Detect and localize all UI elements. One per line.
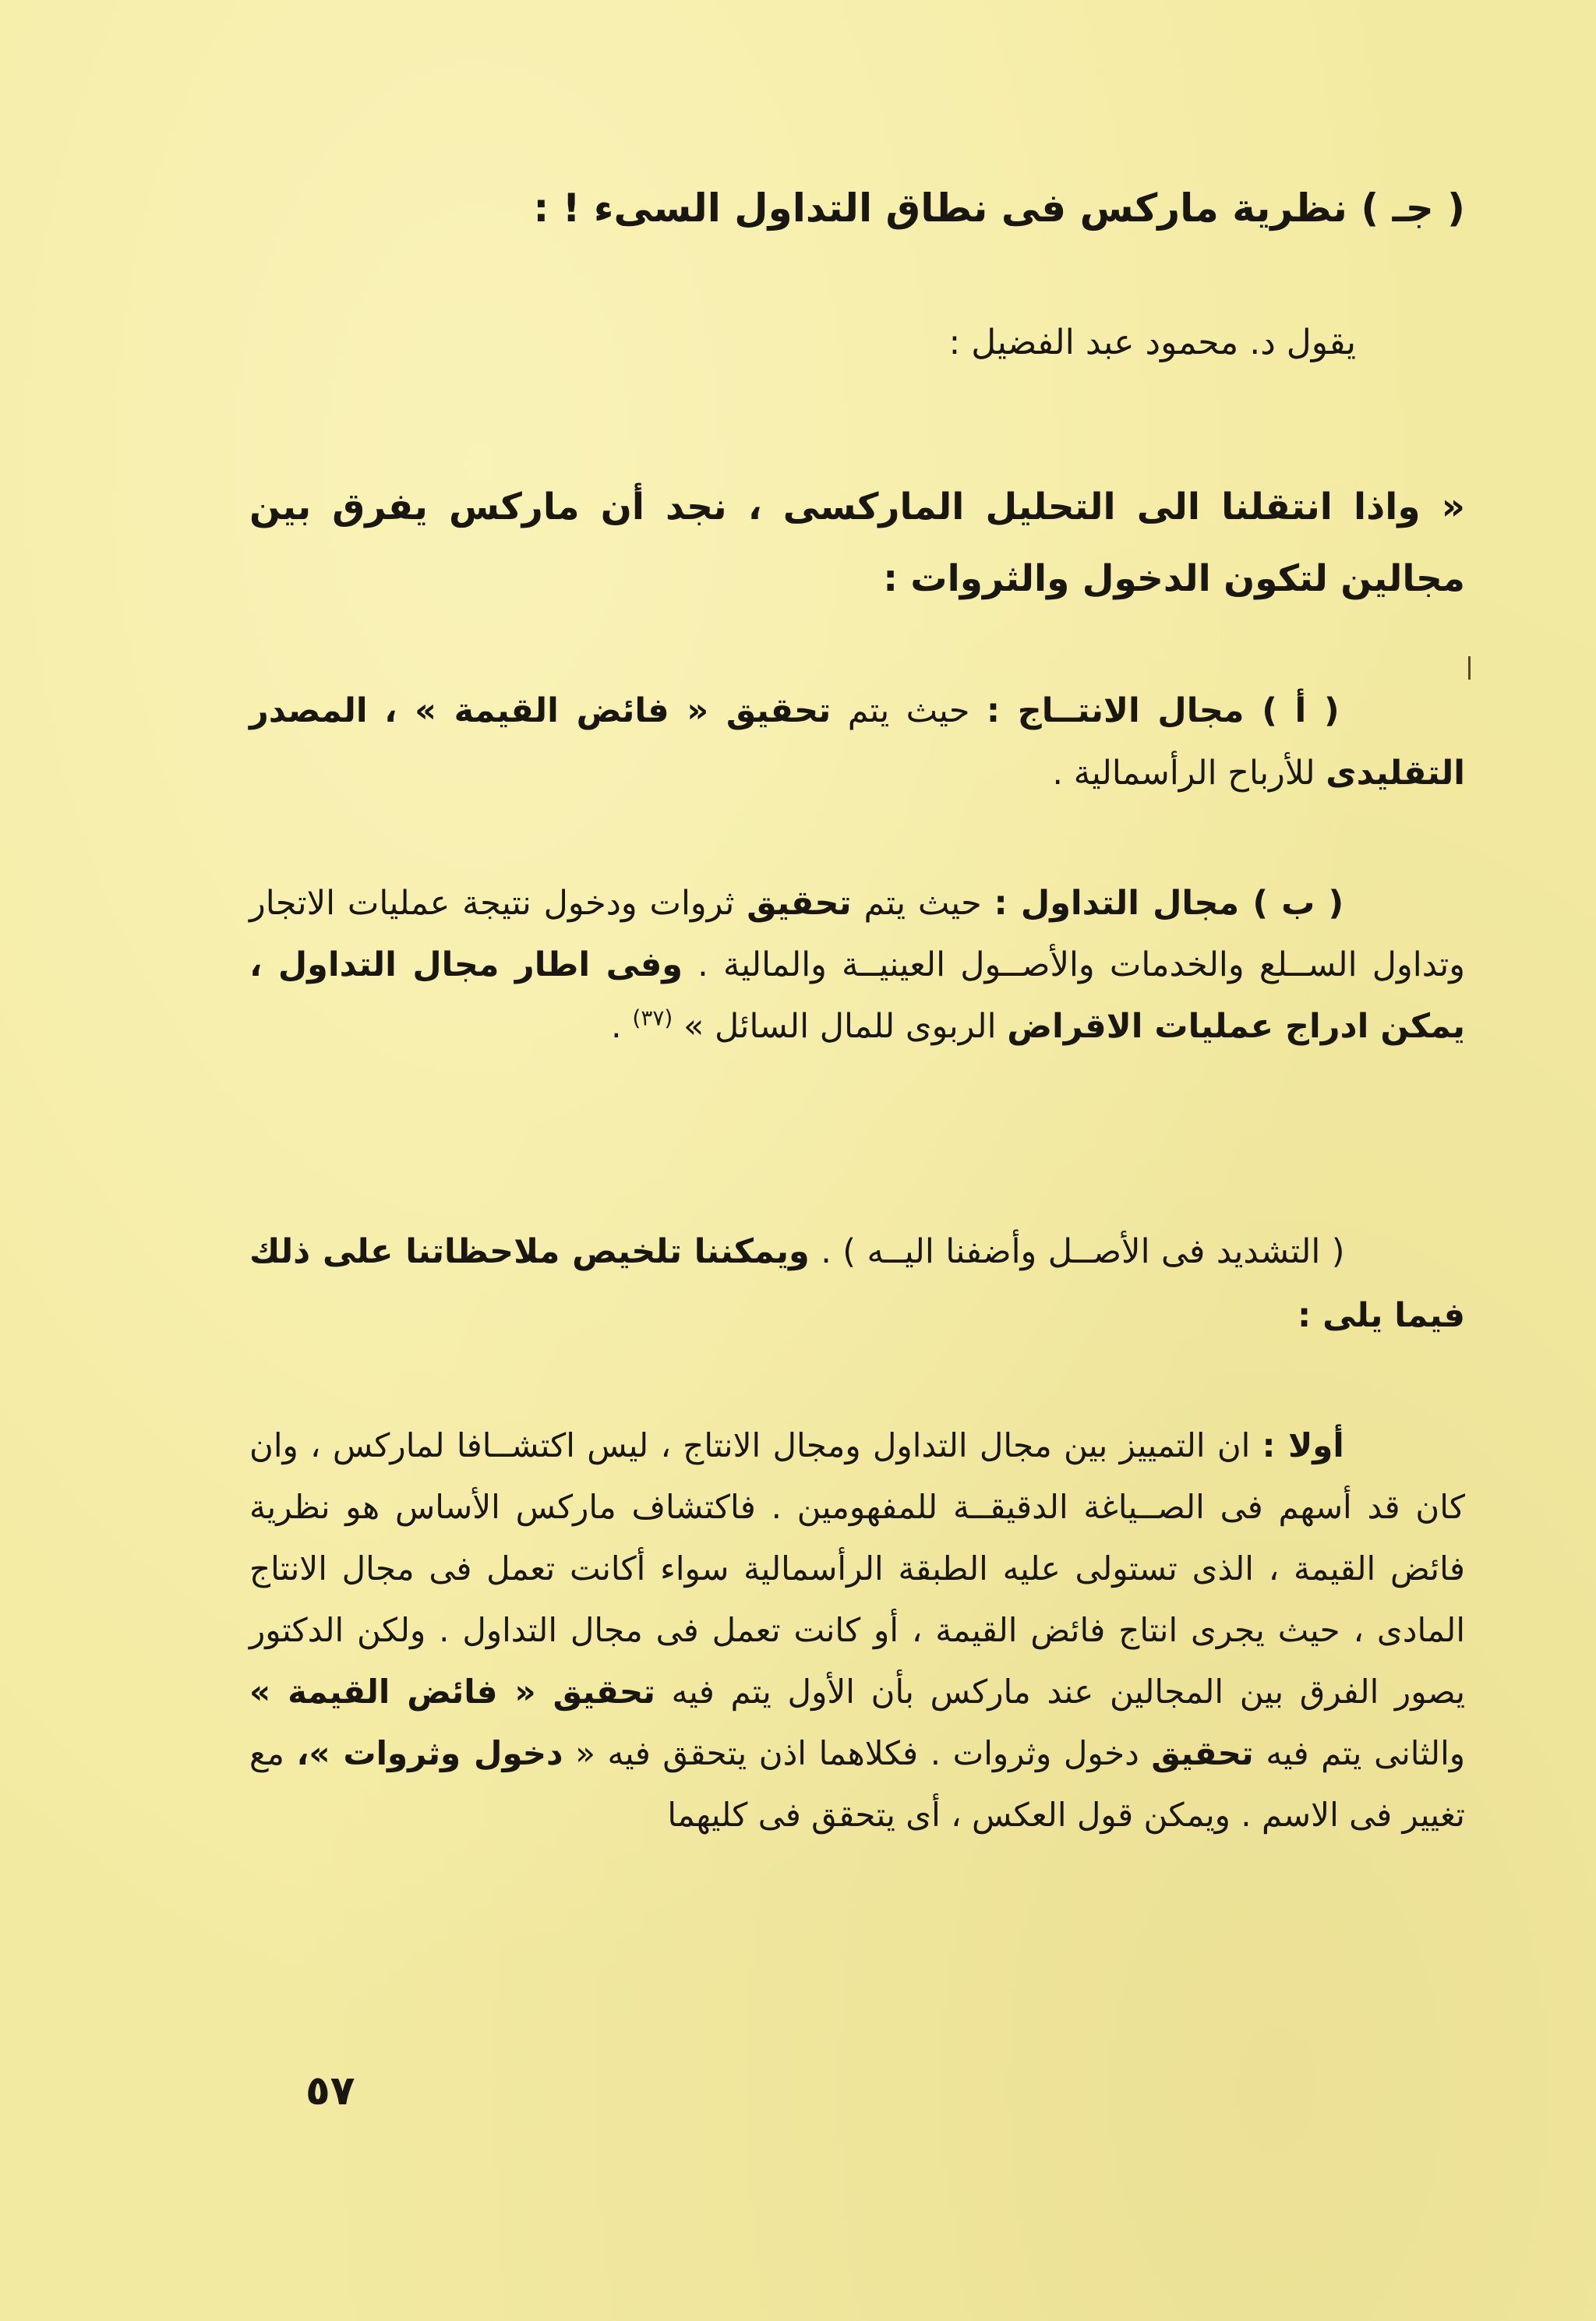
body-text-3: والثانى يتم فيه: [1266, 1734, 1466, 1772]
margin-mark: [1468, 656, 1471, 680]
item-a-text-1: حيث يتم: [847, 691, 970, 730]
page-number: ٥٧: [305, 2068, 355, 2114]
emphasis-paragraph: [249, 1220, 1465, 1348]
item-b-text-2: تحقيق: [747, 884, 852, 923]
body-text-1: ان التمييز بين مجال التداول ومجال الانتاج ، ليس اكتشــافا لماركس ، وان كان قد أسهم فى الصــياغة الدقيقــة للمفهومين . فاكتشاف ماركس الأساس هو نظرية فائض القيمة ، الذى تستولى عليه الطبقة الرأسمالية سواء أكانت تعمل فى مجال الانتاج المادى ، حيث يجرى انتاج فائض القيمة ، أو كانت تعمل فى مجال التداول . ولكن الدكتور يصور الفرق بين المجالين عند ماركس بأن الأول يتم فيه: [249, 1426, 1466, 1711]
item-a-paragraph: [249, 680, 1465, 804]
emphasis-text: ويمكننا تلخيص ملاحظاتنا على ذلك فيما يلى :: [249, 1232, 1465, 1335]
item-a-text-2: تحقيق « فائض القيمة » ،: [384, 691, 832, 730]
item-a-text-3: المصدر التقليدى: [249, 691, 1465, 793]
item-a-label: ( أ ) مجال الانتــاج :: [986, 691, 1340, 730]
intro-line: يقول د. محمود عبد الفضيل :: [948, 323, 1356, 362]
item-b-text-5: الربوى للمال السائل »: [683, 1007, 997, 1046]
section-heading: ( جـ ) نظرية ماركس فى نطاق التداول السىء ! :: [533, 185, 1465, 231]
item-b-label: ( ب ) مجال التداول :: [994, 884, 1344, 923]
item-a-text-4: للأرباح الرأسمالية .: [1052, 754, 1315, 793]
emphasis-note: ( التشديد فى الأصــل وأضفنا اليــه ) .: [821, 1232, 1345, 1271]
body-text-7: مع تغيير فى الاسم . ويمكن قول العكس ، أى يتحقق فى كليهما: [249, 1734, 1465, 1834]
item-b-text-3: ثروات ودخول نتيجة عمليات الاتجار وتداول الســلع والخدمات والأصــول العينيــة والمالية .: [249, 884, 1465, 984]
quote-paragraph: « واذا انتقلنا الى التحليل الماركسى ، نجد أن ماركس يفرق بين مجالين لتكون الدخول والثروات :: [249, 486, 1465, 600]
item-b-text-6: .: [611, 1007, 622, 1046]
item-b-paragraph: [249, 873, 1465, 1058]
book-page: [249, 0, 1465, 2321]
body-text-2: تحقيق « فائض القيمة »: [249, 1673, 655, 1711]
body-text-6: دخول وثروات »،: [296, 1734, 563, 1772]
body-text-5: دخول وثروات . فكلاهما اذن يتحقق فيه «: [575, 1734, 1139, 1772]
item-b-text-4: وفى اطار مجال التداول ، يمكن ادراج عمليات الاقراض: [249, 945, 1465, 1046]
first-point-paragraph: [249, 1415, 1465, 1846]
footnote-reference: (٣٧): [632, 1005, 673, 1031]
first-point-label: أولا :: [1262, 1426, 1344, 1464]
item-b-text-1: حيث يتم: [863, 884, 982, 923]
body-text-4: تحقيق: [1151, 1734, 1254, 1772]
